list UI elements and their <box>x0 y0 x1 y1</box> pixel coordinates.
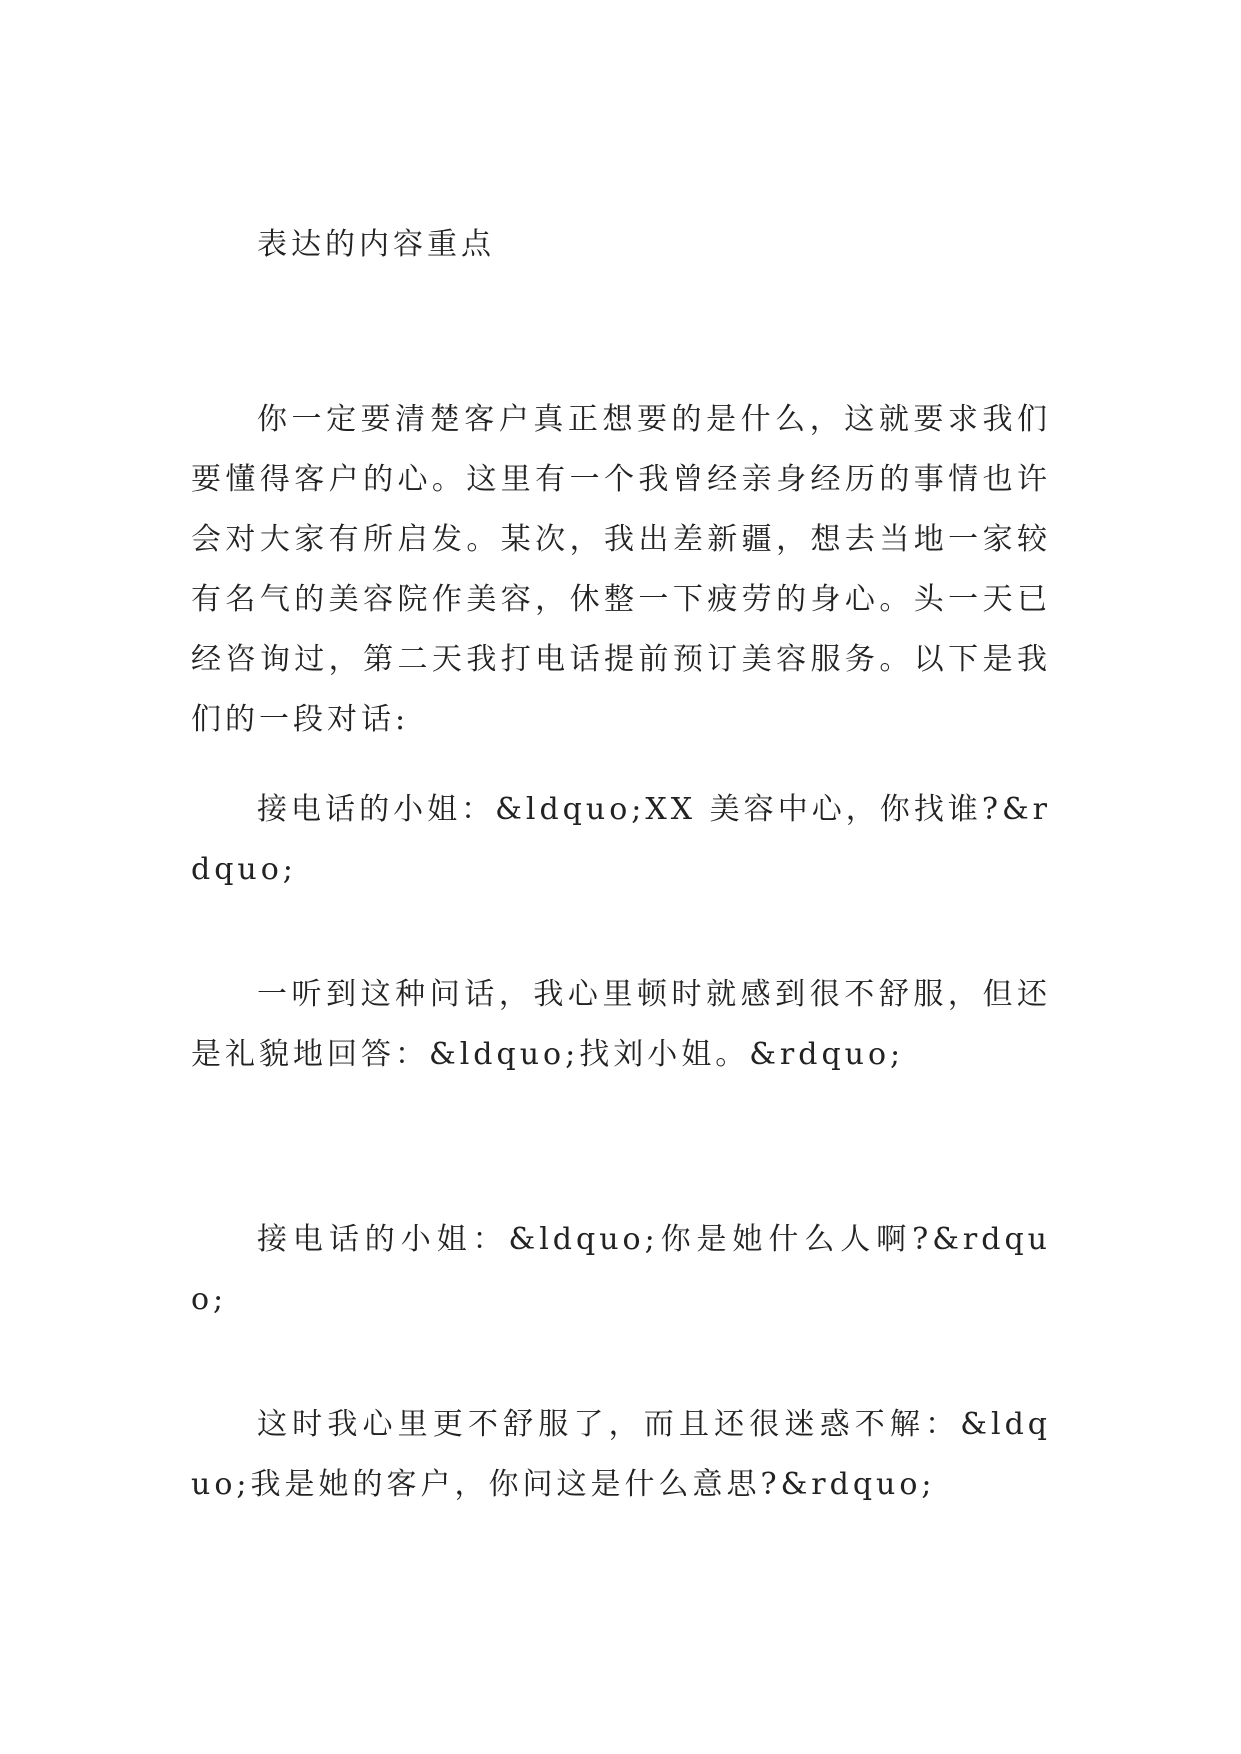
paragraph-intro: 你一定要清楚客户真正想要的是什么，这就要求我们要懂得客户的心。这里有一个我曾经亲身经历的事情也许会对大家有所启发。某次，我出差新疆，想去当地一家较有名气的美容院作美容，休整一下疲劳的身心。头一天已经咨询过，第二天我打电话提前预订美容服务。以下是我们的一段对话: <box>191 402 1051 737</box>
paragraph-reaction-1: 一听到这种问话，我心里顿时就感到很不舒服，但还是礼貌地回答：&ldquo;找刘小姐。&rdquo; <box>191 977 1051 1072</box>
paragraph-dialogue-1: 接电话的小姐：&ldquo;XX 美容中心，你找谁?&rdquo; <box>191 792 1051 887</box>
paragraph-dialogue-2: 接电话的小姐：&ldquo;你是她什么人啊?&rdquo; <box>191 1222 1051 1317</box>
paragraph-reaction-2: 这时我心里更不舒服了，而且还很迷惑不解：&ldquo;我是她的客户，你问这是什么意思?&rdquo; <box>191 1407 1051 1502</box>
section-heading: 表达的内容重点 <box>257 227 495 262</box>
